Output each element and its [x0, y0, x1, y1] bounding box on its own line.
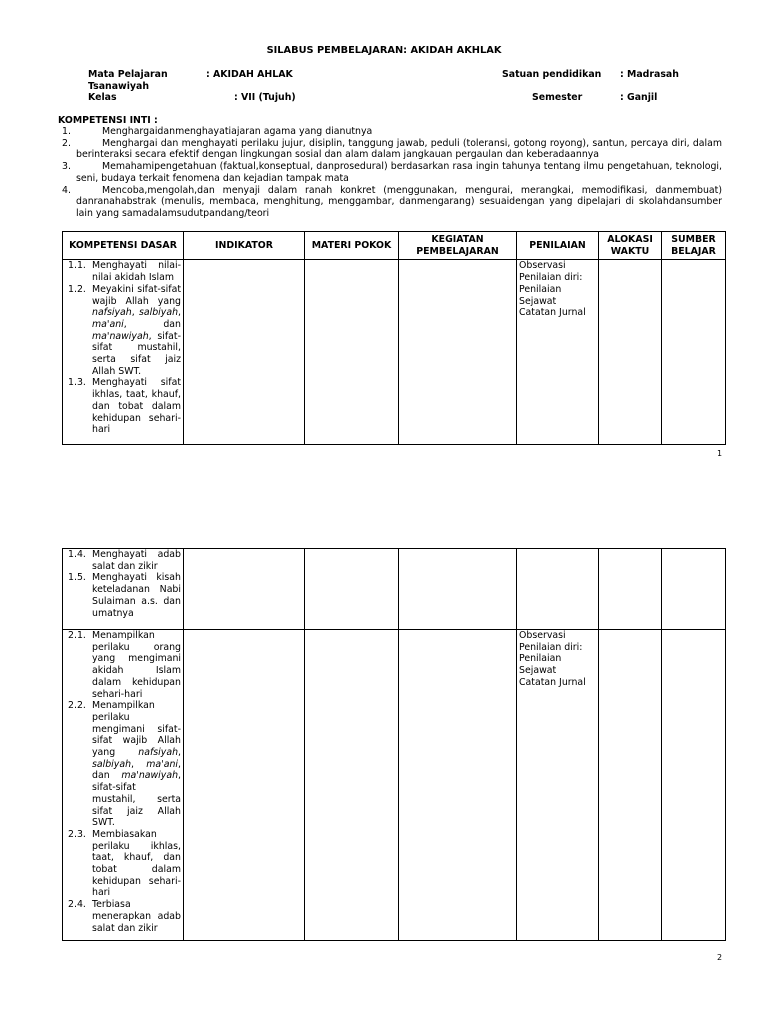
ki-number: 4. — [62, 184, 71, 196]
ki-item — [62, 161, 722, 184]
kd-item: 2.1. Menampilkan perilaku orang yang mengimani akidah Islam dalam kehidupan sehari-hari — [68, 630, 181, 700]
kd-item: 1.4. Menghayati adab salat dan zikir — [68, 549, 181, 572]
col-header: MATERI POKOK — [305, 232, 399, 260]
semester-label: Semester — [532, 92, 583, 103]
ki-text: Mencoba,mengolah,dan menyaji dalam ranah konkret (menggunakan, mengurai, merangkai, memodifikasi, danmembuat) danranahabstrak (menulis, membaca, menghitung, menggambar, danmengarang) sesuaidengan yang dipelajari di skolahdansumber lain yang samadalamsudutpandang/teori — [76, 184, 722, 219]
ki-text: Memahamipengetahuan (faktual,konseptual, danprosedural) berdasarkan rasa ingin tahunya tentang ilmu pengetahuan, teknologi, seni, budaya terkait fenomena dan kejadian tampak mata — [76, 161, 722, 184]
page-number: 2 — [717, 953, 723, 962]
kd-item: 1.3. Menghayati sifat ikhlas, taat, khauf, dan tobat dalam kehidupan sehari-hari — [68, 377, 181, 436]
table-row — [63, 260, 726, 445]
satuan-value: : Madrasah — [620, 69, 679, 80]
col-header: INDIKATOR — [184, 232, 305, 260]
kd-cell — [63, 630, 184, 941]
kd-item: 2.4. Terbiasa menerapkan adab salat dan zikir — [68, 899, 181, 934]
kelas-value: : VII (Tujuh) — [234, 92, 296, 103]
col-header: KEGIATAN PEMBELAJARAN — [399, 232, 517, 260]
ki-item — [62, 185, 722, 220]
syllabus-table-page2 — [62, 548, 726, 941]
kd-item: 1.5. Menghayati kisah keteladanan Nabi Sulaiman a.s. dan umatnya — [68, 572, 181, 619]
ki-item — [62, 126, 722, 138]
kegiatan-cell — [399, 260, 517, 445]
satuan-label: Satuan pendidikan — [502, 69, 602, 80]
col-header: PENILAIAN — [517, 232, 599, 260]
syllabus-table-page1 — [62, 231, 726, 445]
indikator-cell — [184, 260, 305, 445]
ki-item — [62, 138, 722, 161]
col-header: ALOKASI WAKTU — [599, 232, 662, 260]
kd-item: 2.2. Menampilkan perilaku mengimani sifat-sifat wajib Allah yang nafsiyah, salbiyah, ma'ani, dan ma'nawiyah, sifat-sifat mustahil, serta sifat jaiz Allah SWT. — [68, 700, 181, 829]
table-row — [63, 630, 726, 941]
sumber-cell — [662, 260, 726, 445]
table-row — [63, 549, 726, 630]
ki-text: Menghargaidanmenghayatiajaran agama yang dianutnya — [102, 126, 373, 137]
ki-number: 3. — [62, 161, 71, 173]
kd-item: 1.1. Menghayati nilai-nilai akidah Islam — [68, 260, 181, 284]
semester-value: : Ganjil — [620, 92, 658, 103]
mapel-value: : AKIDAH AHLAK — [206, 69, 293, 80]
ki-number: 1. — [62, 126, 71, 137]
col-header: SUMBER BELAJAR — [662, 232, 726, 260]
kd-cell — [63, 549, 184, 630]
ki-list — [62, 126, 722, 220]
kd-item: 1.2. Meyakini sifat-sifat wajib Allah yang nafsiyah, salbiyah, ma'ani, dan ma'nawiyah, sifat-sifat mustahil, serta sifat jaiz Allah SWT. — [68, 283, 181, 377]
ki-number: 2. — [62, 137, 71, 149]
mapel-label: Mata Pelajaran — [88, 69, 168, 80]
mapel-wrap: Tsanawiyah — [88, 81, 150, 92]
table-header-row — [63, 232, 726, 260]
alokasi-cell — [599, 260, 662, 445]
penilaian-cell: Observasi Penilaian diri: Penilaian Sejawat Catatan Jurnal — [517, 260, 599, 445]
ki-heading: KOMPETENSI INTI : — [58, 115, 158, 126]
penilaian-cell: Observasi Penilaian diri: Penilaian Sejawat Catatan Jurnal — [517, 630, 599, 941]
ki-text: Menghargai dan menghayati perilaku jujur, disiplin, tanggung jawab, peduli (toleransi, gotong royong), santun, percaya diri, dalam berinteraksi secara efektif dengan lingkungan sosial dan alam dalam jangkauan pergaulan dan keberadaannya — [76, 137, 722, 161]
page-number: 1 — [717, 449, 723, 458]
kd-cell — [63, 260, 184, 445]
kelas-label: Kelas — [88, 92, 117, 103]
col-header: KOMPETENSI DASAR — [63, 232, 184, 260]
document-title: SILABUS PEMBELAJARAN: AKIDAH AKHLAK — [266, 45, 502, 56]
kd-item: 2.3. Membiasakan perilaku ikhlas, taat, khauf, dan tobat dalam kehidupan sehari-hari — [68, 828, 181, 899]
materi-cell — [305, 260, 399, 445]
